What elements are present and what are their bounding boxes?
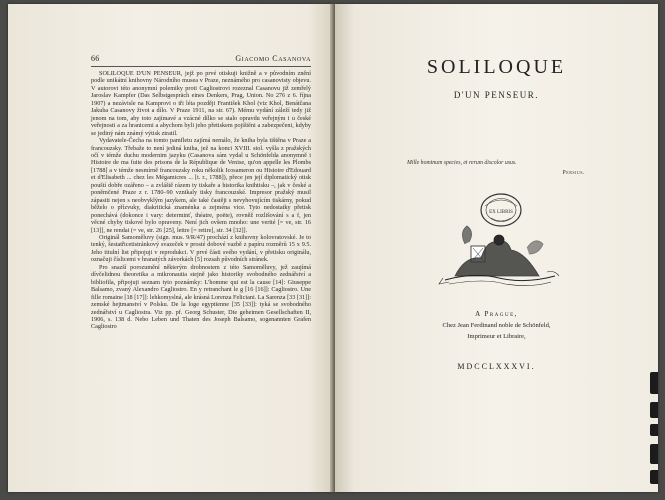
imprint-trade: Imprimeur et Libraire,: [467, 333, 526, 340]
page-number: 66: [91, 54, 100, 63]
body-text: [91, 70, 311, 331]
imprint: [335, 310, 658, 371]
imprint-printer: Chez Jean Ferdinand noble de Schönfeld,: [442, 322, 551, 329]
vignette-engraving: [435, 180, 563, 300]
seal-text: EX LIBRIS: [489, 210, 513, 215]
left-page: [8, 4, 333, 492]
epigraph: [407, 160, 585, 176]
book-spread: [8, 4, 658, 492]
paragraph: Pro snazší porozumění některým drobnostem z této Samoměluvy, jež zaujímá dívčelidnou theoretika a mikronautia stejně jako historiky svobodného zednářství a bibliofila, připojuji seznam tyto poznámky: L'homme qui est la cause [14]: Giuseppe Balsamo, zvaný Alexandro Cagliostro. En y retranchant le g [16 [16]]: Cagliostro. Une fille romaine [18 [17]]: lehkomyslná, ale krásná Lorenza Feliciani. La Sarenza [33 [31]]: zemské hejtmanství v Polsku. De la loge egyptienne [35 [33]]: tyká se svobodného zednářství u Cagliostra. Viz pp. pf. Georg Schuster, Die geheimen Gesellschaften II, 1906, s. 138 d. Nebo Leben und Thaten des Joseph Balsamo, sogenannten Grafen Cagliostro: [91, 263, 311, 331]
running-head: [91, 54, 311, 63]
imprint-year: MDCCLXXXVI.: [457, 362, 536, 371]
epigraph-source: Persius.: [562, 170, 585, 176]
paragraph: Vydavatele-Čecha na tomto pamfletu zajímá nemálo, že kniha byla tištěna v Praze a francouzsky. Třebaže to není jediná kniha, jež na konci XVIII. stol. vyšla z pražských očí v témže duchu modernim jazyku (Casanova sám vydal u Schönfelda anonymně i Histoire de ma fuite des prisons de la République de Venise, qu'on appelle les Plombs [1788] a v témže nesmírně francouzsky roku několik Icosameron ou Histoire d'Edouard et d'Elisabeth ... chez les Mégamicres ... [t. r., 1788]), přece jen její diplomatický otisk pouští dobře ozářeno – a zvláště rázem ty tiskaře a historika knihtisku –, jak v české a poněmčené Praze z r. 1780–90 vznikaly tisky francouzské. Impresor pražský musil zápasiti nejen s neobvyklým jazykem, ale také častěji s nevyhovujícím tiskárny, pokud běželo o přízvuky, diakritická znaménka a zejména vice. Tyto nedostatky přetisk ponechává (dokonce i vary: determinť, théatre, poëte), rovněž rozlišování s a f, jen věcné chyby tiskové bylo opraveny. Není jich ovšem mnoho: une verité [= ve, str. 16 [13]], ne rendai (= ve, str. 26 [25], lettre [= retire], str. 34 [32]].: [91, 137, 311, 234]
page-tab: [650, 372, 658, 394]
book-subtitle: D'UN PENSEUR.: [453, 90, 540, 100]
page-tab: [650, 444, 658, 464]
page-tab: [650, 470, 658, 484]
running-head-author: Giacomo Casanova: [235, 54, 311, 63]
imprint-city: A Prague,: [475, 310, 518, 318]
paragraph: Originál Samoměluvy (sign. mus. 9/R/47) prochází z knihovny kolovratovské. Je to tenký, šestatřicetistránkový svazeček v prosté dobové vazbě z papíru rozměrů 15 x 9.5. Jeho titulní list připojuji v reprodukci. V prvé části svého vydání, v přetisku originálu, označuji číslicemi v hranatých závorkách [5] rozsah původních stránek.: [91, 233, 311, 264]
page-tab: [650, 424, 658, 436]
page-tab: [650, 402, 658, 418]
book-title: SOLILOQUE: [426, 56, 567, 78]
right-page: [335, 4, 658, 492]
seal-stamp-icon: [481, 194, 521, 226]
paragraph: SOLILOQUE D'UN PENSEUR, jejž po prvé otiskuji knižně a v původním znění podle unikátní knihovny Národního musea v Praze, neznámého pro casanovisty objevu. V autorovi této anonymní polemiky proti Cagliostrovi rozeznal Casanovu již zemřelý Jaroslav Kampfer (Das Selbstgespräch eines Denkers, Prag, Union. No 276 z 6. října 1907) a nezávisle na Kamprovi o tři léta později František Khol (viz Khol, Benátčana Jakuba Casanovy život a dílo. V Praze 1911, na str. 67). Mému vydání záleží tedy již jenom na tom, aby toto zajímavé a vzácné dílko se stalo opravdu veřejným i u české veřejnosti a za hranicemi a abychom byli jeho přetiskem pojištěni a zabezpečeni, kdyby se jediný nám známý výtisk ztratil.: [91, 70, 311, 137]
epigraph-quote: Mille hominum species, et rerum discolor usus.: [407, 160, 517, 166]
allegorical-figure-icon: [439, 226, 559, 286]
header-rule: [91, 66, 311, 67]
